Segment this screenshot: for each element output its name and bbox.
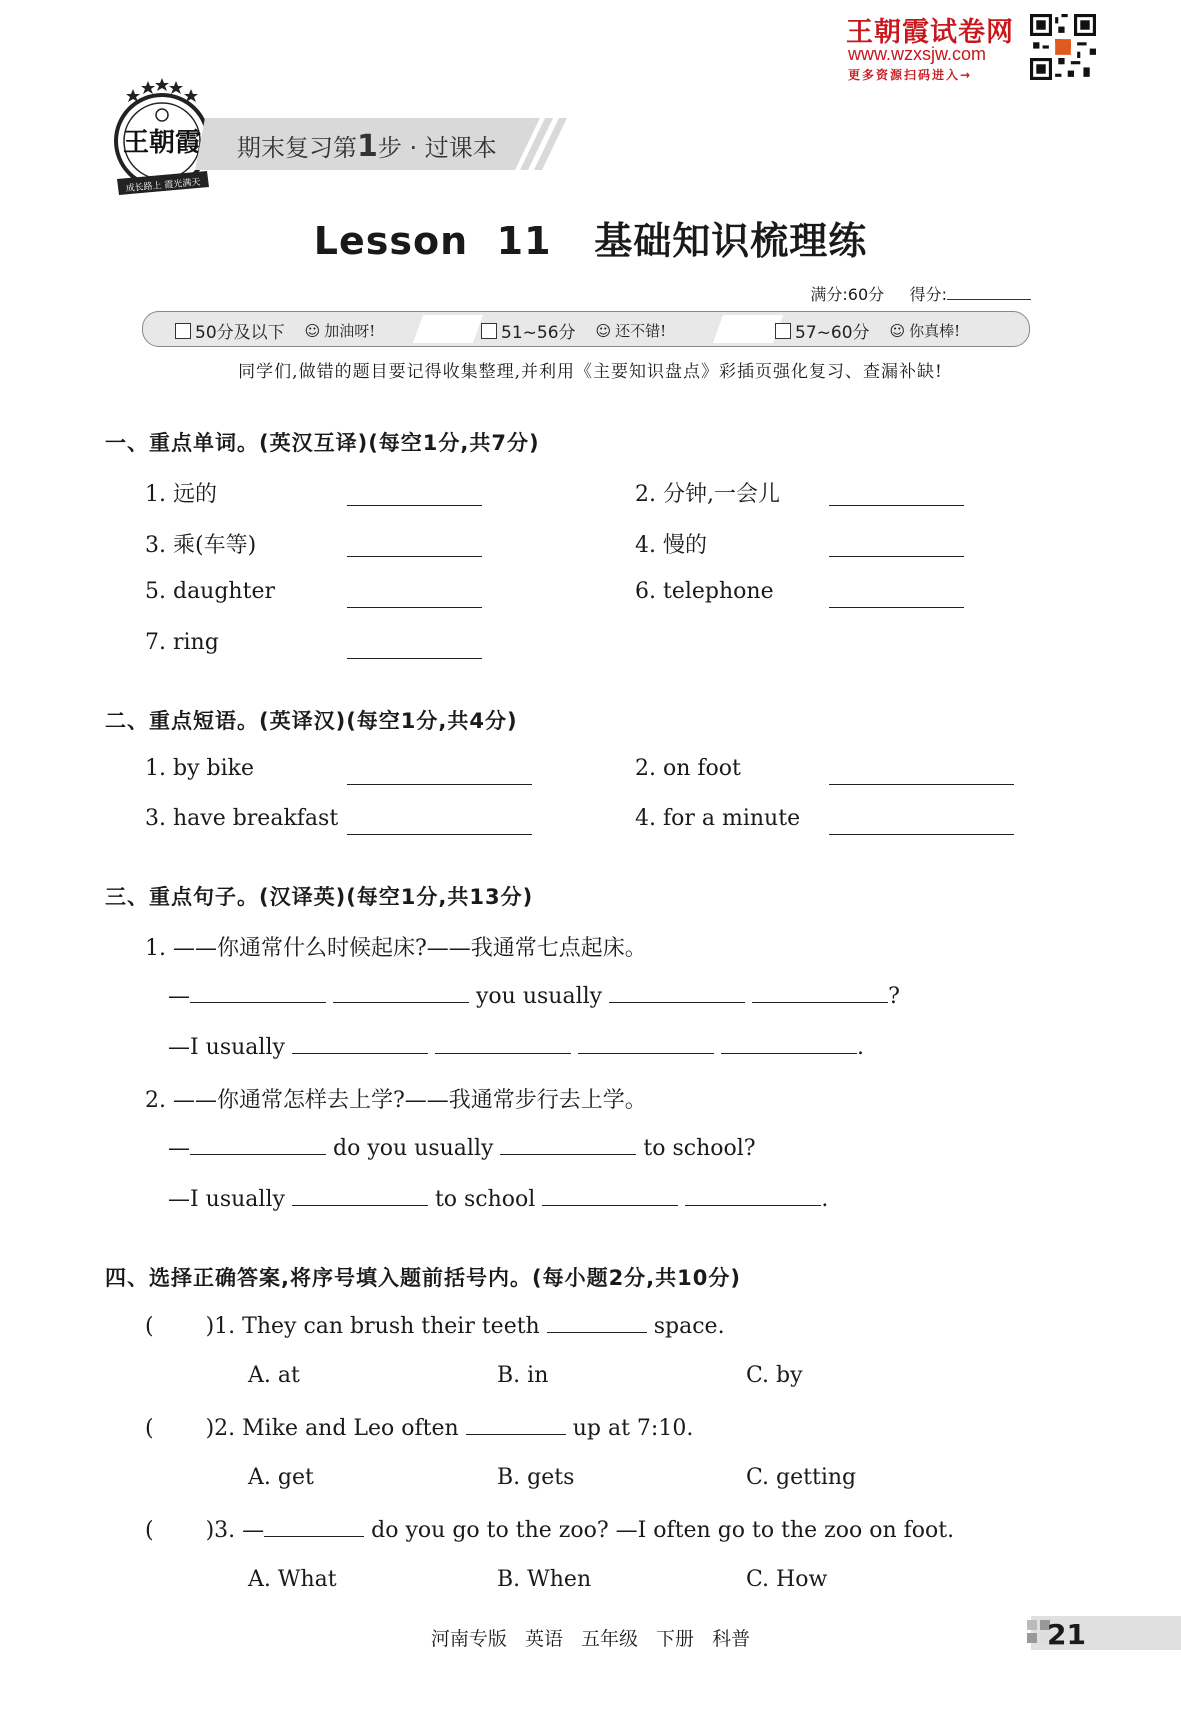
answer-blank[interactable]: [347, 505, 482, 506]
answer-blank[interactable]: [542, 1185, 678, 1206]
seal-text: 王朝霞: [122, 128, 202, 158]
word-item: 6. telephone: [635, 579, 774, 604]
option-b[interactable]: B. in: [497, 1363, 549, 1388]
checkbox[interactable]: [175, 323, 191, 339]
seal-motto: 成长路上 霞光满天: [125, 177, 201, 195]
question-stem: up at 7:10.: [572, 1416, 694, 1441]
answer-blank[interactable]: [333, 982, 469, 1003]
word-item: 7. ring: [145, 630, 219, 655]
word-item: 4. 慢的: [635, 533, 707, 558]
full-score: 满分:60分: [810, 285, 885, 304]
answer-blank[interactable]: [829, 834, 1014, 835]
face-icon: ☺: [595, 321, 612, 340]
brand-header: [846, 8, 1096, 80]
question-stem: space.: [653, 1314, 725, 1339]
sentence-line: — you usually ?: [168, 984, 900, 1009]
banner: [195, 118, 575, 170]
answer-blank[interactable]: [685, 1185, 821, 1206]
page-number: 21: [1047, 1618, 1086, 1651]
option-c[interactable]: C. getting: [746, 1465, 857, 1490]
section-heading-1: 一、重点单词。(英汉互译)(每空1分,共7分): [105, 431, 540, 455]
answer-blank[interactable]: [500, 1134, 636, 1155]
answer-blank[interactable]: [347, 607, 482, 608]
answer-blank[interactable]: [829, 505, 964, 506]
answer-blank[interactable]: [829, 784, 1014, 785]
sentence-text: do you usually: [333, 1136, 494, 1161]
answer-blank[interactable]: [466, 1414, 566, 1435]
word-item: 2. 分钟,一会儿: [635, 482, 780, 507]
sentence-text: —I usually: [168, 1035, 285, 1060]
sentence-text: —I usually: [168, 1187, 285, 1212]
checkbox[interactable]: [481, 323, 497, 339]
answer-blank[interactable]: [347, 784, 532, 785]
option-a[interactable]: A. get: [248, 1465, 314, 1490]
sentence-prompt: 1. ——你通常什么时候起床?——我通常七点起床。: [145, 936, 647, 961]
choice-question-2: ( )2. Mike and Leo often up at 7:10.: [145, 1416, 694, 1441]
grade-option-1[interactable]: [175, 318, 375, 343]
question-stem: )1. They can brush their teeth: [205, 1314, 540, 1339]
grade-praise: 你真棒!: [909, 322, 961, 340]
sentence-line: — do you usually to school?: [168, 1136, 756, 1161]
sentence-text: to school: [434, 1187, 536, 1212]
checkbox[interactable]: [775, 323, 791, 339]
qr-code-icon[interactable]: [1030, 14, 1096, 80]
answer-blank[interactable]: [829, 556, 964, 557]
grade-range: 50分及以下: [195, 323, 285, 343]
answer-blank[interactable]: [190, 1134, 326, 1155]
grade-option-2[interactable]: [481, 318, 666, 343]
grade-praise: 还不错!: [615, 322, 667, 340]
answer-blank[interactable]: [347, 556, 482, 557]
answer-blank[interactable]: [264, 1516, 364, 1537]
grade-range: 57~60分: [795, 323, 870, 343]
footer-text: 河南专版 英语 五年级 下册 科普: [430, 1628, 751, 1650]
option-b[interactable]: B. When: [497, 1567, 592, 1592]
answer-blank[interactable]: [609, 982, 745, 1003]
page-title: Lesson 11 基础知识梳理练: [313, 219, 868, 263]
tip-text: 同学们,做错的题目要记得收集整理,并利用《主要知识盘点》彩插页强化复习、查漏补缺!: [238, 362, 943, 382]
answer-blank[interactable]: [190, 982, 326, 1003]
choice-question-1: ( )1. They can brush their teeth space.: [145, 1314, 725, 1339]
banner-suffix: 步 · 过课本: [377, 134, 497, 162]
question-stem: )3. —: [205, 1518, 265, 1543]
question-stem: )2. Mike and Leo often: [205, 1416, 459, 1441]
score-line: [810, 282, 1031, 305]
brand-url[interactable]: www.wzxsjw.com: [848, 44, 987, 64]
answer-blank[interactable]: [435, 1033, 571, 1054]
face-icon: ☺: [889, 321, 906, 340]
option-c[interactable]: C. by: [746, 1363, 803, 1388]
word-item: 5. daughter: [145, 579, 275, 604]
word-item: 3. 乘(车等): [145, 533, 257, 558]
banner-step: 1: [357, 129, 378, 164]
sentence-line: —I usually .: [168, 1035, 864, 1060]
brand-subtitle: 更多资源扫码进入→: [848, 68, 973, 82]
grade-bar: [142, 311, 1030, 347]
grade-option-3[interactable]: [775, 318, 960, 343]
grade-range: 51~56分: [501, 323, 576, 343]
phrase-item: 1. by bike: [145, 756, 254, 781]
phrase-item: 4. for a minute: [635, 806, 801, 831]
sentence-line: —I usually to school .: [168, 1187, 829, 1212]
question-stem: do you go to the zoo? —I often go to the zoo on foot.: [371, 1518, 955, 1543]
sentence-text: you usually: [476, 984, 603, 1009]
answer-blank[interactable]: [347, 834, 532, 835]
score-label: 得分:: [909, 285, 947, 304]
word-item: 1. 远的: [145, 482, 217, 507]
answer-blank[interactable]: [578, 1033, 714, 1054]
answer-blank[interactable]: [292, 1033, 428, 1054]
option-a[interactable]: A. at: [248, 1363, 300, 1388]
sentence-prompt: 2. ——你通常怎样去上学?——我通常步行去上学。: [145, 1088, 647, 1113]
option-c[interactable]: C. How: [746, 1567, 828, 1592]
phrase-item: 3. have breakfast: [145, 806, 339, 831]
choice-question-3: ( )3. — do you go to the zoo? —I often go to the zoo on foot.: [145, 1518, 955, 1543]
option-a[interactable]: A. What: [248, 1567, 337, 1592]
answer-blank[interactable]: [547, 1312, 647, 1333]
brand-name: 王朝霞试卷网: [846, 17, 1014, 48]
grade-praise: 加油呀!: [324, 322, 376, 340]
section-heading-2: 二、重点短语。(英译汉)(每空1分,共4分): [105, 709, 518, 733]
answer-blank[interactable]: [347, 658, 482, 659]
score-blank[interactable]: [947, 285, 1031, 300]
section-heading-4: 四、选择正确答案,将序号填入题前括号内。(每小题2分,共10分): [105, 1266, 741, 1290]
face-icon: ☺: [304, 321, 321, 340]
banner-text: [237, 128, 497, 164]
answer-blank[interactable]: [721, 1033, 857, 1054]
banner-prefix: 期末复习第: [237, 134, 357, 162]
option-b[interactable]: B. gets: [497, 1465, 575, 1490]
answer-blank[interactable]: [829, 607, 964, 608]
sentence-text: to school?: [643, 1136, 756, 1161]
answer-blank[interactable]: [752, 982, 888, 1003]
phrase-item: 2. on foot: [635, 756, 741, 781]
answer-blank[interactable]: [292, 1185, 428, 1206]
section-heading-3: 三、重点句子。(汉译英)(每空1分,共13分): [105, 885, 534, 909]
